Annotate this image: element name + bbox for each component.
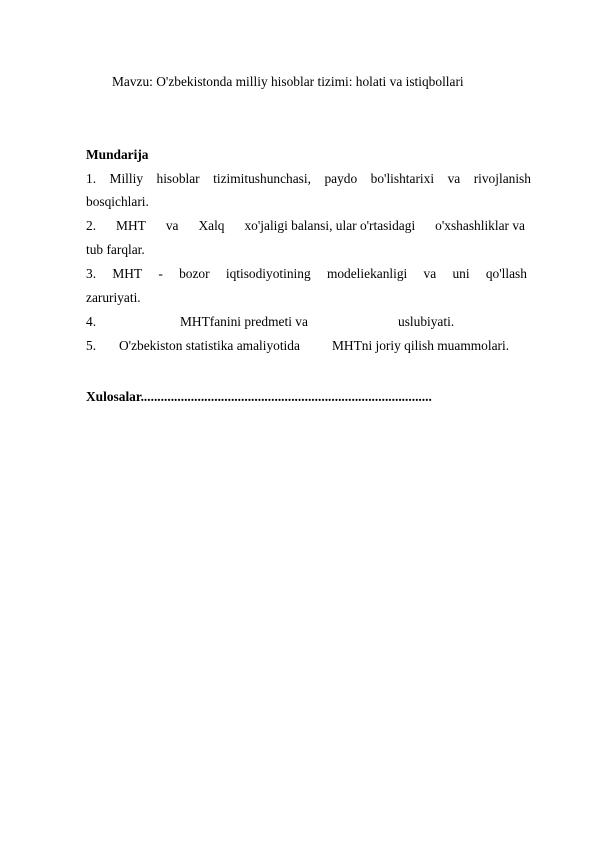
contents-item-3-line-2: zaruriyati. — [86, 290, 141, 305]
item-1-word: 1. — [86, 171, 97, 186]
contents-item-2-line-2: tub farqlar. — [86, 242, 145, 257]
contents-item-4-title: MHTfanini predmeti va — [180, 314, 308, 329]
contents-item-5-title-end: MHTni joriy qilish muammolari. — [332, 338, 510, 353]
contents-item-4-number: 4. — [86, 314, 97, 329]
item-1-word: Milliy — [109, 171, 144, 186]
item-3-word: modeliekanligi — [326, 266, 408, 281]
item-1-word: tizimitushunchasi, — [213, 171, 311, 186]
item-3-word: - — [158, 266, 163, 281]
item-3-word: iqtisodiyotining — [225, 266, 311, 281]
contents-item-3-line-1 — [86, 266, 527, 282]
contents-item-5-number: 5. — [86, 338, 97, 353]
item-1-word: rivojlanish — [473, 171, 531, 186]
contents-heading: Mundarija — [86, 147, 149, 162]
item-1-word: bo'lishtarixi — [370, 171, 435, 186]
item-3-word: bozor — [179, 266, 210, 281]
item-1-word: hisoblar — [156, 171, 200, 186]
item-1-word: paydo — [324, 171, 358, 186]
item-1-word: va — [447, 171, 461, 186]
contents-item-1-line-1 — [86, 171, 531, 187]
contents-item-2-line-1 — [86, 218, 525, 234]
item-3-word: qo'llash — [485, 266, 527, 281]
item-2-word: Xalq — [198, 218, 225, 233]
item-2-word: MHT — [116, 218, 146, 233]
contents-item-5-title: O'zbekiston statistika amaliyotida — [119, 338, 300, 353]
item-3-word: uni — [452, 266, 470, 281]
contents-item-1-line-2: bosqichlari. — [86, 194, 149, 209]
item-2-word: 2. — [86, 218, 97, 233]
item-3-word: va — [423, 266, 437, 281]
item-3-word: 3. — [86, 266, 97, 281]
conclusion-entry: Xulosalar....................................................................................... — [86, 389, 432, 404]
contents-item-4-title-end: uslubiyati. — [398, 314, 455, 329]
item-2-word: o'xshashliklar va — [435, 218, 525, 233]
item-2-word: va — [165, 218, 179, 233]
document-topic: Mavzu: O'zbekistonda milliy hisoblar tizimi: holati va istiqbollari — [112, 74, 464, 89]
item-3-word: MHT — [112, 266, 143, 281]
item-2-word: xo'jaligi balansi, ular o'rtasidagi — [244, 218, 416, 233]
